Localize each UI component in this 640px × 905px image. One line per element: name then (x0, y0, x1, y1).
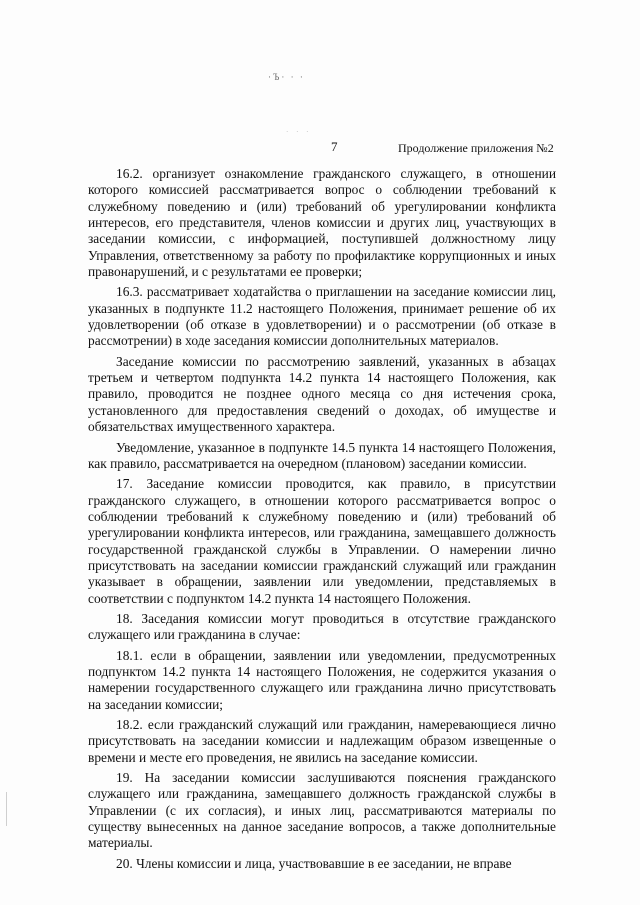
paragraph-16-3: 16.3. рассматривает ходатайства о приглашении на заседание комиссии лиц, указанных в подпункте 11.2 настоящего Положения, принимает решение об их удовлетворении (об отказе в удовлетворении) и о рассмотрении (об отказе в рассмотрении) в ходе заседания комиссии дополнительных материалов. (88, 284, 556, 349)
paragraph-17: 17. Заседание комиссии проводится, как правило, в присутствии гражданского служащего, в отношении которого рассматривается вопрос о соблюдении требований к служебному поведению и (или) требований об урегулировании конфликта интересов, или гражданина, замещавшего должность государственной гражданской службы в Управлении. О намерении лично присутствовать на заседании комиссии гражданский служащий или гражданин указывает в обращении, заявлении или уведомлении, представляемых в соответствии с подпунктом 14.2 пункта 14 настоящего Положения. (88, 476, 556, 606)
paragraph-18-1: 18.1. если в обращении, заявлении или уведомлении, предусмотренных подпунктом 14.2 пункта 14 настоящего Положения, не содержится указания о намерении государственного служащего или гражданина лично присутствовать на заседании комиссии; (88, 647, 556, 712)
paragraph-16-2: 16.2. организует ознакомление гражданского служащего, в отношении которого комиссией рассматривается вопрос о соблюдении требований к служебному поведению и (или) требований об урегулировании конфликта интересов, его представителя, членов комиссии и других лиц, участвующих в заседании комиссии, с информацией, поступившей должностному лицу Управления, ответственному за работу по профилактике коррупционных и иных правонарушений, и с результатами ее проверки; (88, 166, 556, 280)
paragraph-20: 20. Члены комиссии и лица, участвовавшие в ее заседании, не вправе (116, 855, 512, 871)
scan-artifact: ·Ъ· · · (268, 72, 305, 82)
paragraph-notification: Уведомление, указанное в подпункте 14.5 пункта 14 настоящего Положения, как правило, рассматривается на очередном (плановом) заседании комиссии. (88, 439, 556, 471)
paragraph-18-2: 18.2. если гражданский служащий или гражданин, намеревающиеся лично присутствовать на заседании комиссии и надлежащим образом извещенные о времени и месте его проведения, не явились на заседание комиссии. (88, 717, 556, 765)
scan-artifact-light: · · · (286, 128, 312, 136)
document-body (88, 166, 556, 872)
paragraph-18: 18. Заседания комиссии могут проводиться в отсутствие гражданского служащего или гражданина в случае: (88, 610, 556, 643)
scan-edge-mark (6, 792, 7, 826)
continuation-header: Продолжение приложения №2 (398, 141, 554, 155)
paragraph-meeting-timing: Заседание комиссии по рассмотрению заявлений, указанных в абзацах третьем и четвертом подпункта 14.2 пункта 14 настоящего Положения, как правило, проводится не позднее одного месяца со дня истечения срока, установленного для предоставления сведений о доходах, об имуществе и обязательствах имущественного характера. (88, 353, 556, 435)
paragraph-19: 19. На заседании комиссии заслушиваются пояснения гражданского служащего или гражданина, замещавшего должность гражданской службы в Управлении (с их согласия), и иных лиц, рассматриваются материалы по существу вынесенных на данное заседание вопросов, а также дополнительные материалы. (88, 770, 556, 851)
page-number: 7 (331, 139, 338, 154)
